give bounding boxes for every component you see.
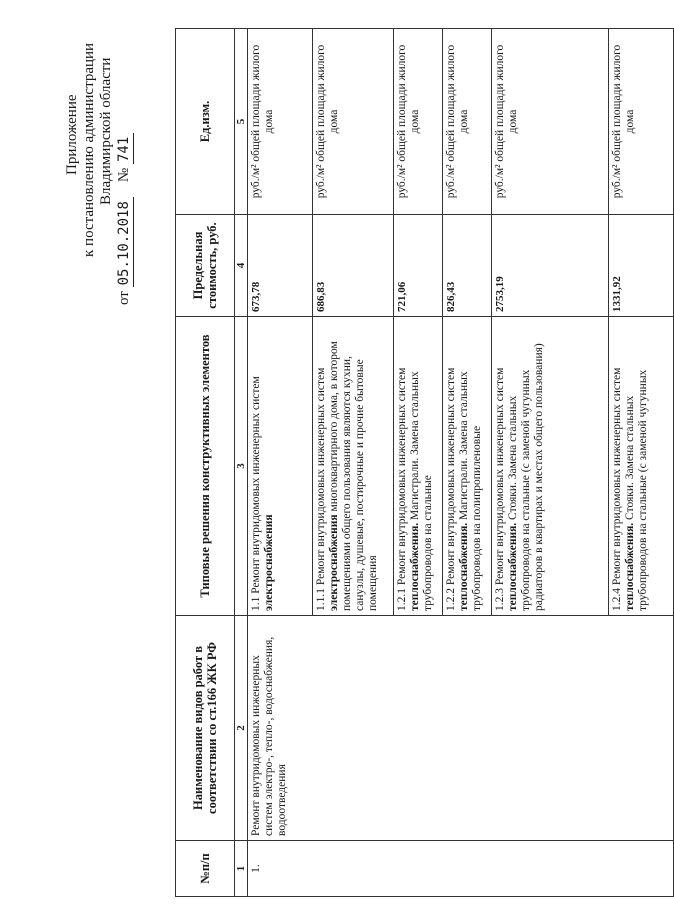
group-index: 1.	[248, 841, 674, 897]
price-cell: 2753,19	[492, 215, 609, 317]
date-prefix: от	[116, 291, 132, 305]
solution-cell: 1.2.3 Ремонт внутридомовых инженерных систем теплоснабжения. Стояки. Замена стальных трубопроводов на стальные (с заменой чугунных радиаторов в квартирах и местах общего пользования)	[492, 317, 609, 616]
unit-cell: руб./м² общей площади жилого дома	[313, 29, 394, 215]
solution-cell: 1.2.2 Ремонт внутридомовых инженерных систем теплоснабжения. Магистрали. Замена стальных трубопроводов на полипропиленовые	[443, 317, 492, 616]
solution-cell: 1.1.1 Ремонт внутридомовых инженерных систем электроснабжения многоквартирного дома, в котором помещениями общего пользования являются кухни, санузлы, душевые, постирочные и прочие бытовые помещения	[313, 317, 394, 616]
header-solutions: Типовые решения конструктивных элементов	[176, 317, 235, 616]
unit-cell: руб./м² общей площади жилого дома	[248, 29, 313, 215]
column-number: 3	[235, 317, 248, 616]
decree-number: 741	[116, 133, 134, 164]
solution-cell: 1.1 Ремонт внутридомовых инженерных систем электроснабжения	[248, 317, 313, 616]
solution-cell: 1.2.1 Ремонт внутридомовых инженерных систем теплоснабжения. Магистрали. Замена стальных трубопроводов на стальные	[394, 317, 443, 616]
price-cell: 721,06	[394, 215, 443, 317]
date-number-line	[116, 133, 134, 305]
column-number: 2	[235, 616, 248, 841]
header-unit: Ед.изм.	[176, 29, 235, 215]
header-price: Предельная стоимость, руб.	[176, 215, 235, 317]
header-num: №п/п	[176, 841, 235, 897]
unit-cell: руб./м² общей площади жилого дома	[394, 29, 443, 215]
cost-table	[175, 28, 674, 897]
solution-cell: 1.2.4 Ремонт внутридомовых инженерных систем теплоснабжения. Стояки. Замена стальных трубопроводов на стальные (с заменой чугунных	[609, 317, 674, 616]
table-row	[248, 29, 313, 897]
unit-cell: руб./м² общей площади жилого дома	[443, 29, 492, 215]
price-cell: 686,83	[313, 215, 394, 317]
column-number: 4	[235, 215, 248, 317]
column-number-row	[235, 29, 248, 897]
annex-title: Приложение	[64, 94, 80, 175]
column-number: 1	[235, 841, 248, 897]
column-number: 5	[235, 29, 248, 215]
unit-cell: руб./м² общей площади жилого дома	[609, 29, 674, 215]
unit-cell: руб./м² общей площади жилого дома	[492, 29, 609, 215]
group-work-name: Ремонт внутридомовых инженерных систем электро-, тепло-, водоснабжения, водоотведения	[248, 616, 674, 841]
number-prefix: №	[116, 167, 132, 183]
price-cell: 673,78	[248, 215, 313, 317]
price-cell: 1331,92	[609, 215, 674, 317]
table-header-row	[176, 29, 235, 897]
region-name: Владимирской области	[98, 57, 114, 205]
header-work-name: Наименование видов работ в соответствии со ст.166 ЖК РФ	[176, 616, 235, 841]
price-cell: 826,43	[443, 215, 492, 317]
decree-reference: к постановлению администрации	[81, 42, 97, 257]
decree-date: 05.10.2018	[116, 197, 134, 287]
